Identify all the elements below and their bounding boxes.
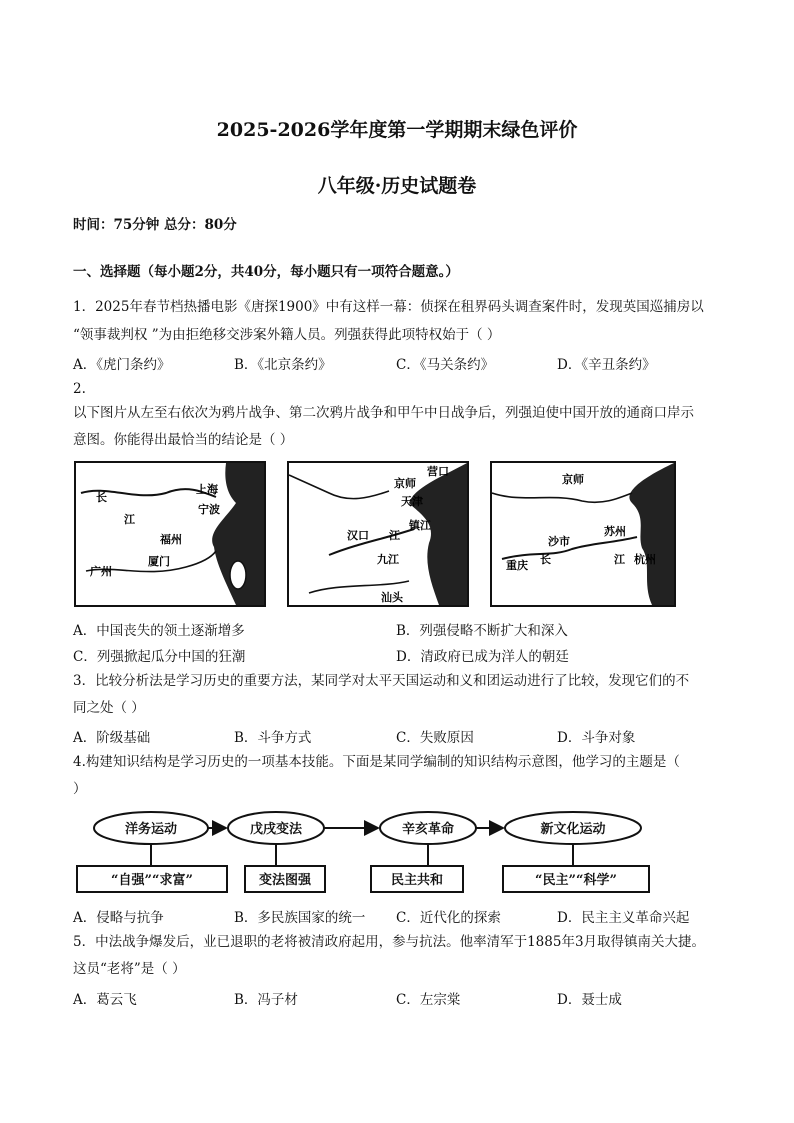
q2-number: 2. xyxy=(73,381,86,397)
q2-line1: 以下图片从左至右依次为鸦片战争、第二次鸦片战争和甲午中日战争后，列强迫使中国开放的通商口岸示 xyxy=(73,405,694,421)
map1-label-chang: 长 xyxy=(96,491,107,504)
q4-line2: ） xyxy=(73,781,87,797)
q4-option-c[interactable]: C．近代化的探索 xyxy=(396,910,501,926)
q5-option-c[interactable]: C．左宗棠 xyxy=(396,992,461,1008)
taiwan-island xyxy=(230,561,246,589)
map3-label-chang: 长 xyxy=(540,553,551,566)
q1-option-d[interactable]: D．《辛丑条约》 xyxy=(557,357,656,373)
map-2-drawing xyxy=(289,463,467,605)
map3-label-jingshi: 京师 xyxy=(562,473,584,486)
exam-title: 2025-2026学年度第一学期期末绿色评价 xyxy=(216,119,578,141)
flow-box-4-label: “民主”“科学” xyxy=(535,873,617,888)
flow-node-3-label: 辛亥革命 xyxy=(401,822,455,837)
map2-label-tianjin: 天津 xyxy=(401,495,423,508)
q3-option-b[interactable]: B．斗争方式 xyxy=(234,730,312,746)
map1-label-xiamen: 厦门 xyxy=(148,555,170,568)
sea-area xyxy=(409,463,467,605)
sea-area xyxy=(629,463,674,605)
map2-label-shantou: 汕头 xyxy=(381,591,403,604)
q2-option-d[interactable]: D．清政府已成为洋人的朝廷 xyxy=(396,649,569,665)
q5-option-a[interactable]: A．葛云飞 xyxy=(73,992,137,1008)
q3-option-a[interactable]: A．阶级基础 xyxy=(73,730,151,746)
map1-label-jiang: 江 xyxy=(124,513,135,526)
yangtze-river xyxy=(329,529,414,555)
flow-box-2-label: 变法图强 xyxy=(258,873,312,888)
q4-option-a[interactable]: A．侵略与抗争 xyxy=(73,910,164,926)
q1-option-b[interactable]: B．《北京条约》 xyxy=(234,357,332,373)
q4-line1: 4.构建知识结构是学习历史的一项基本技能。下面是某同学编制的知识结构示意图，他学习的主题是（ xyxy=(73,754,680,770)
map1-label-ningbo: 宁波 xyxy=(198,503,220,516)
q1-line2: “领事裁判权 ”为由拒绝移交涉案外籍人员。列强获得此项特权始于（ ） xyxy=(73,327,501,343)
map2-label-yingkou: 营口 xyxy=(427,465,449,478)
yellow-river xyxy=(492,493,632,502)
q3-line2: 同之处（ ） xyxy=(73,700,145,716)
map-3-drawing xyxy=(492,463,674,605)
map1-label-guangzhou: 广州 xyxy=(90,565,112,578)
map2-label-jingshi: 京师 xyxy=(394,477,416,490)
knowledge-structure-diagram xyxy=(73,808,653,902)
map2-label-zhenjiang: 镇江 xyxy=(409,519,431,532)
exam-meta: 时间：75分钟 总分：80分 xyxy=(73,217,237,233)
flow-box-3-label: 民主共和 xyxy=(390,873,444,888)
map3-label-jiang: 江 xyxy=(614,553,625,566)
map1-label-shanghai: 上海 xyxy=(196,483,218,496)
map-1-drawing xyxy=(76,463,264,605)
q5-line1: 5．中法战争爆发后，业已退职的老将被清政府起用，参与抗法。他率清军于1885年3月取得镇南关大捷。 xyxy=(73,934,706,950)
q3-option-d[interactable]: D．斗争对象 xyxy=(557,730,636,746)
q1-option-c[interactable]: C．《马关条约》 xyxy=(396,357,495,373)
q5-line2: 这员“老将”是（ ） xyxy=(73,961,186,977)
map-first-opium-war xyxy=(74,461,266,607)
map2-label-hankou: 汉口 xyxy=(347,529,369,542)
map2-label-jiang: 江 xyxy=(389,529,400,542)
q3-line1: 3．比较分析法是学习历史的重要方法，某同学对太平天国运动和义和团运动进行了比较，发现它们的不 xyxy=(73,673,690,689)
q4-option-b[interactable]: B．多民族国家的统一 xyxy=(234,910,366,926)
map1-label-fuzhou: 福州 xyxy=(160,533,182,546)
map-sino-japanese-war xyxy=(490,461,676,607)
map3-label-suzhou: 苏州 xyxy=(604,525,626,538)
q3-option-c[interactable]: C．失败原因 xyxy=(396,730,474,746)
exam-subtitle: 八年级·历史试题卷 xyxy=(317,175,477,197)
flow-diagram xyxy=(73,808,653,898)
q1-line1: 1．2025年春节档热播电影《唐探1900》中有这样一幕：侦探在租界码头调查案件时，发现英国巡捕房以 xyxy=(73,299,704,315)
map3-label-chongqing: 重庆 xyxy=(506,559,528,572)
q2-option-c[interactable]: C．列强掀起瓜分中国的狂潮 xyxy=(73,649,246,665)
q2-option-b[interactable]: B．列强侵略不断扩大和深入 xyxy=(396,623,568,639)
q4-option-d[interactable]: D．民主主义革命兴起 xyxy=(557,910,690,926)
flow-node-1-label: 洋务运动 xyxy=(124,822,178,837)
yellow-river xyxy=(289,475,389,499)
map-second-opium-war xyxy=(287,461,469,607)
map2-label-jiujiang: 九江 xyxy=(377,553,399,566)
q2-line2: 意图。你能得出最恰当的结论是（ ） xyxy=(73,432,294,448)
q2-option-a[interactable]: A．中国丧失的领土逐渐增多 xyxy=(73,623,245,639)
flow-box-1-label: “自强”“求富” xyxy=(111,873,193,888)
q5-option-b[interactable]: B．冯子材 xyxy=(234,992,298,1008)
map3-label-hangzhou: 杭州 xyxy=(634,553,656,566)
q1-option-a[interactable]: A．《虎门条约》 xyxy=(73,357,171,373)
flow-node-4-label: 新文化运动 xyxy=(540,822,606,837)
q5-option-d[interactable]: D．聂士成 xyxy=(557,992,622,1008)
section-heading: 一、选择题（每小题2分，共40分，每小题只有一项符合题意。） xyxy=(73,264,459,280)
map3-label-shashi: 沙市 xyxy=(548,535,570,548)
flow-node-2-label: 戊戌变法 xyxy=(249,822,303,837)
